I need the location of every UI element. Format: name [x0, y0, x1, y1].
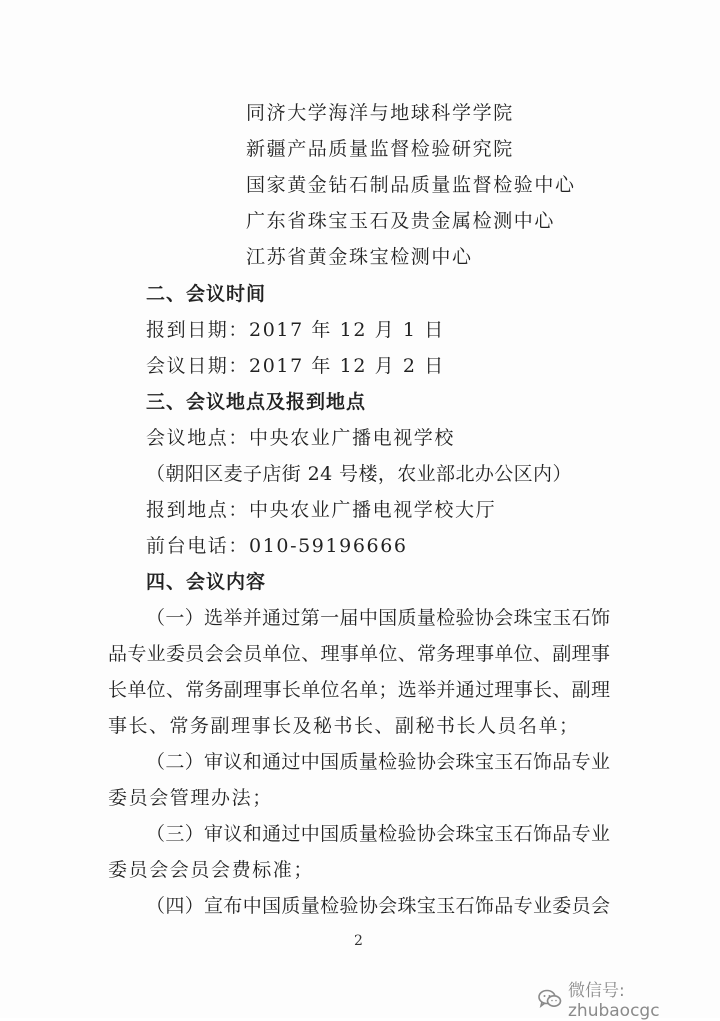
- meeting-venue: 会议地点：中央农业广播电视学校: [146, 427, 456, 449]
- meeting-address: （朝阳区麦子店街 24 号楼，农业部北办公区内）: [146, 463, 572, 485]
- institution-item: 江苏省黄金珠宝检测中心: [246, 246, 473, 268]
- wechat-icon: [538, 989, 562, 1009]
- section-heading-meeting-location: 三、会议地点及报到地点: [146, 391, 367, 413]
- content-item-1-line: 事长、常务副理事长及秘书长、副秘书长人员名单；: [108, 715, 580, 737]
- wechat-id-text: 微信号: zhubaocgc: [568, 981, 660, 1021]
- content-item-2-line: 委员会管理办法；: [108, 787, 273, 809]
- content-item-3-line: （三）审议和通过中国质量检验协会珠宝玉石饰品专业: [146, 823, 610, 845]
- institution-item: 新疆产品质量监督检验研究院: [246, 138, 514, 160]
- meeting-date: 会议日期：2017 年 12 月 2 日: [146, 355, 445, 377]
- front-desk-phone: 前台电话：010-59196666: [146, 535, 408, 557]
- registration-date: 报到日期：2017 年 12 月 1 日: [146, 319, 445, 341]
- content-item-1-line: 品专业委员会会员单位、理事单位、常务理事单位、副理事: [108, 643, 610, 665]
- content-item-2-line: （二）审议和通过中国质量检验协会珠宝玉石饰品专业: [146, 751, 610, 773]
- page-number: 2: [354, 933, 363, 949]
- section-heading-meeting-time: 二、会议时间: [146, 283, 267, 305]
- content-item-1-line: 长单位、常务副理事长单位名单；选举并通过理事长、副理: [108, 679, 610, 701]
- content-item-1-line: （一）选举并通过第一届中国质量检验协会珠宝玉石饰: [146, 607, 610, 629]
- institution-item: 同济大学海洋与地球科学学院: [246, 102, 514, 124]
- institution-item: 国家黄金钻石制品质量监督检验中心: [246, 174, 576, 196]
- registration-place: 报到地点：中央农业广播电视学校大厅: [146, 499, 497, 521]
- wechat-watermark: [538, 976, 720, 1021]
- content-item-4-line: （四）宣布中国质量检验协会珠宝玉石饰品专业委员会: [146, 895, 610, 917]
- content-item-3-line: 委员会会员会费标准；: [108, 859, 315, 881]
- section-heading-meeting-content: 四、会议内容: [146, 571, 267, 593]
- institution-item: 广东省珠宝玉石及贵金属检测中心: [246, 210, 556, 232]
